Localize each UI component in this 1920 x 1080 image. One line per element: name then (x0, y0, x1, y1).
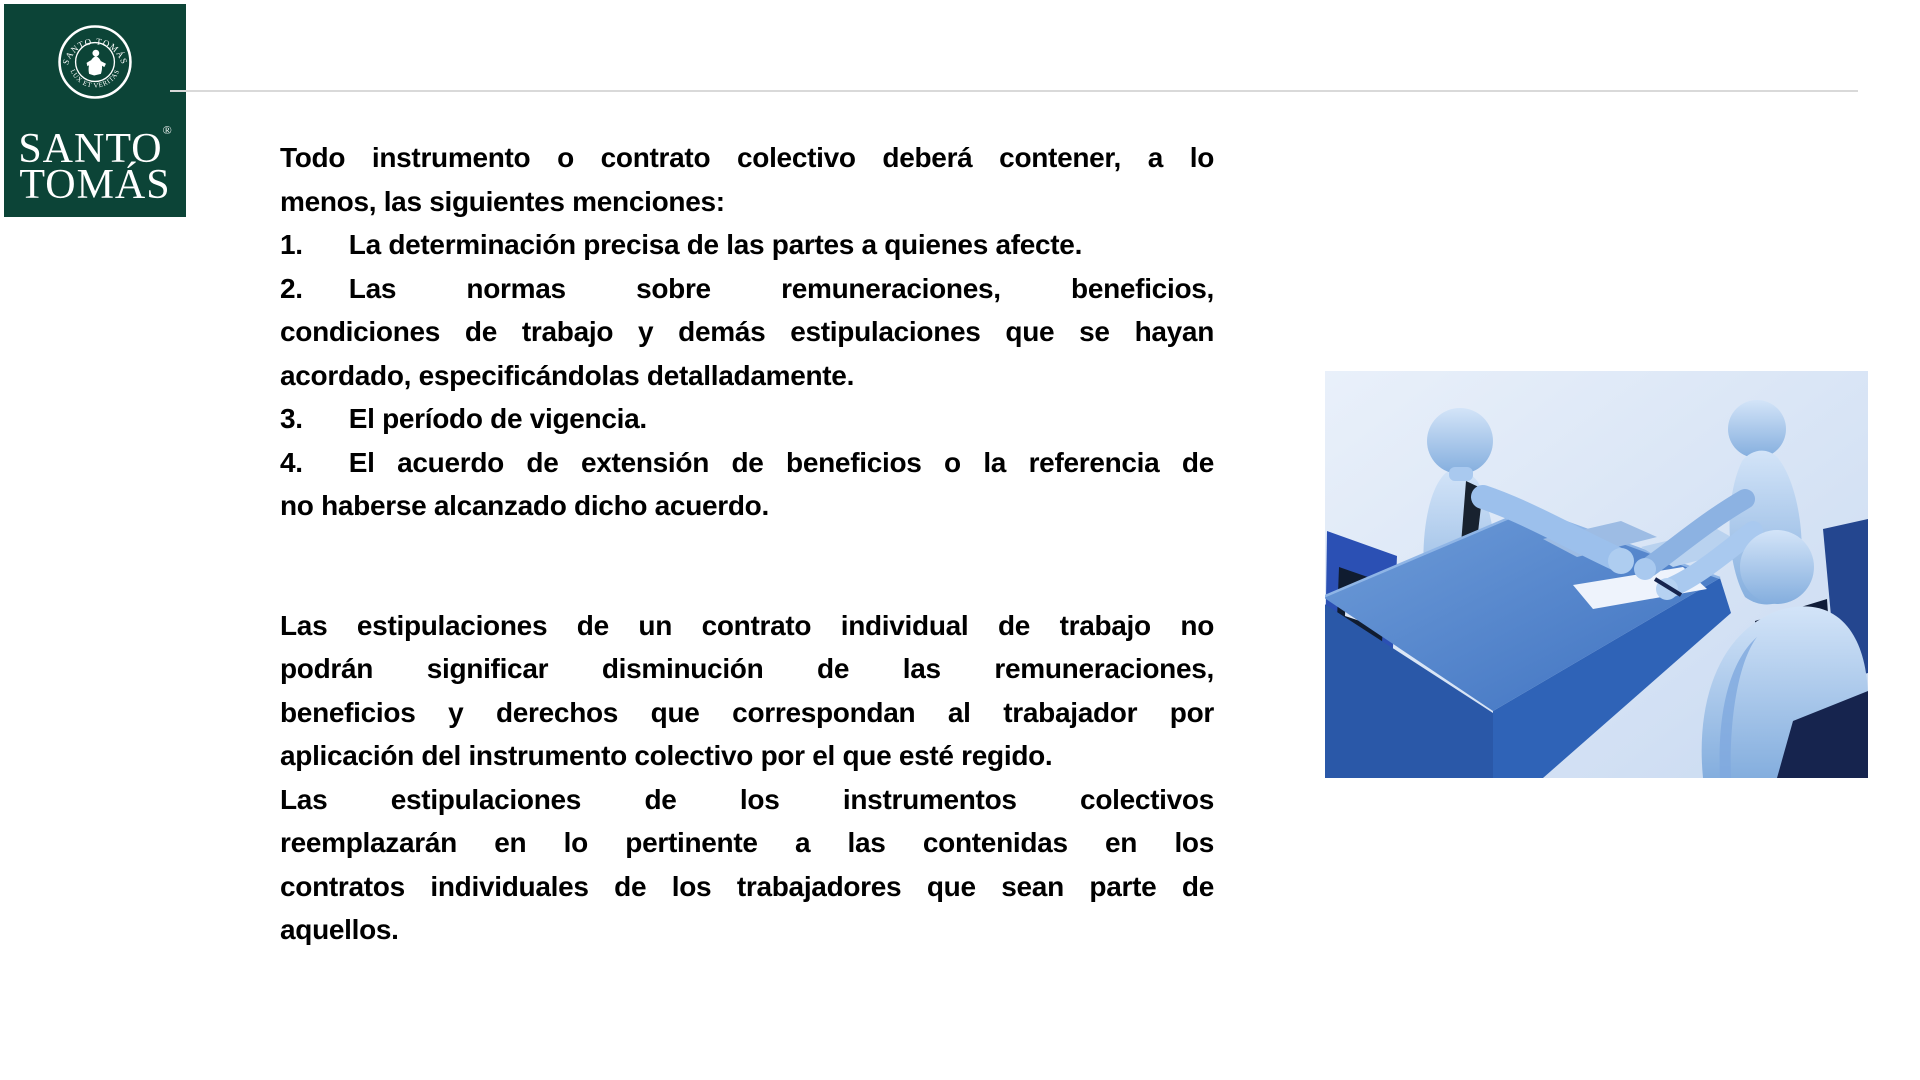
santo-tomas-logo (4, 4, 186, 217)
header-divider-line (170, 90, 1858, 92)
text-line: 3. El período de vigencia. (280, 397, 1214, 441)
text-line: contratos individuales de los trabajadores que sean parte de (280, 870, 1214, 902)
santo-tomas-seal-icon (57, 24, 133, 100)
text-block (280, 604, 1214, 952)
text-line: 4. El acuerdo de extensión de beneficios o la referencia de (280, 441, 1214, 485)
list-number: 3. (280, 403, 303, 434)
text-line: menos, las siguientes menciones: (280, 185, 725, 217)
text-line: acordado, especificándolas detalladamente. (280, 359, 855, 391)
registered-mark: ® (162, 123, 172, 137)
text-line: aplicación del instrumento colectivo por el que esté regido. (280, 740, 1053, 771)
text-line: reemplazarán en lo pertinente a las contenidas en los (280, 827, 1214, 858)
text-block (280, 136, 1214, 528)
body-text (280, 136, 1214, 952)
text-line: Las estipulaciones de un contrato individual de trabajo no (280, 609, 1214, 641)
negotiation-illustration (1325, 371, 1868, 778)
text-line: 2. Las normas sobre remuneraciones, beneficios, (280, 267, 1214, 311)
text-line: Las estipulaciones de los instrumentos colectivos (280, 783, 1214, 815)
logo-wordmark: SANTO® TOMÁS (18, 123, 172, 208)
seal-bottom-text: LUX ET VERITAS (68, 68, 122, 90)
list-number: 4. (280, 446, 303, 478)
text-line: aquellos. (280, 914, 399, 945)
text-line: podrán significar disminución de las remuneraciones, (280, 653, 1214, 684)
text-line: condiciones de trabajo y demás estipulaciones que se hayan (280, 316, 1214, 347)
text-line: 1. La determinación precisa de las partes a quienes afecte. (280, 223, 1214, 267)
text-line: beneficios y derechos que correspondan al trabajador por (280, 696, 1214, 728)
text-line: Todo instrumento o contrato colectivo deberá contener, a lo (280, 142, 1214, 173)
list-number: 2. (280, 272, 303, 304)
text-line: no haberse alcanzado dicho acuerdo. (280, 490, 769, 521)
seal-top-text: SANTO TOMÁS (60, 36, 130, 66)
seal-figure-icon (87, 50, 106, 76)
list-number: 1. (280, 229, 303, 260)
